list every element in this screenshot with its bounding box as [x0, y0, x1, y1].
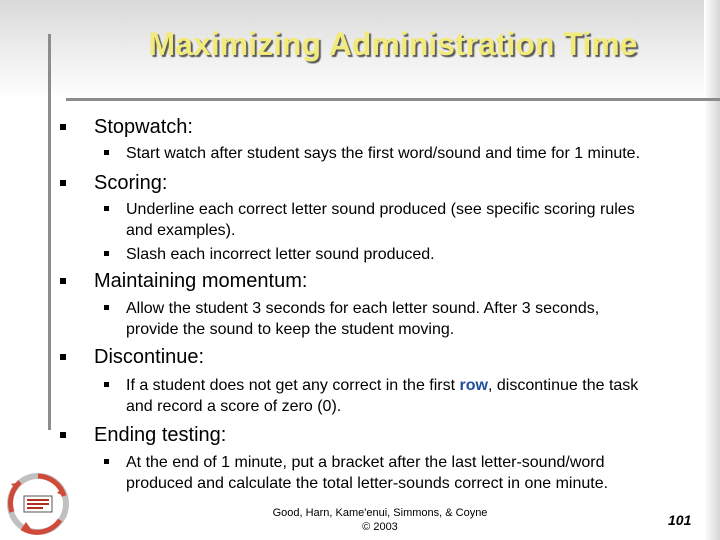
- footer-authors: Good, Harn, Kame'enui, Simmons, & Coyne: [272, 507, 488, 519]
- sub-bullet-text: Allow the student 3 seconds for each letter sound. After 3 seconds,: [126, 300, 600, 317]
- footer-copyright: © 2003: [362, 521, 398, 533]
- sub-bullet-text: Slash each incorrect letter sound produced.: [126, 246, 435, 263]
- vertical-rule: [48, 34, 51, 430]
- bullet-heading: Stopwatch:: [94, 116, 193, 138]
- sub-bullet-text: and record a score of zero (0).: [126, 398, 342, 415]
- sub-bullet-text-part: If a student does not get any correct in the first: [126, 377, 460, 394]
- sub-bullet-text: provide the sound to keep the student moving.: [126, 321, 455, 338]
- bullet-heading: Scoring:: [94, 172, 168, 194]
- square-bullet-icon: [104, 459, 109, 464]
- page-number: 101: [668, 512, 692, 528]
- sub-bullet-text: produced and calculate the total letter-sounds correct in one minute.: [126, 475, 609, 492]
- square-bullet-icon: [104, 206, 109, 211]
- square-bullet-icon: [60, 124, 66, 130]
- right-edge-shade: [704, 0, 720, 540]
- square-bullet-icon: [104, 305, 109, 310]
- square-bullet-icon: [60, 432, 66, 438]
- square-bullet-icon: [104, 150, 109, 155]
- cycle-logo-icon: [2, 468, 74, 540]
- square-bullet-icon: [60, 278, 66, 284]
- footer-credit: [230, 506, 530, 534]
- slide-title: Maximizing Administration Time: [148, 26, 638, 62]
- sub-bullet-text: Underline each correct letter sound produced (see specific scoring rules: [126, 201, 635, 218]
- square-bullet-icon: [104, 382, 109, 387]
- sub-bullet-text: [126, 375, 638, 396]
- highlighted-word: row: [459, 377, 488, 394]
- sub-bullet-text-part: , discontinue the task: [487, 377, 639, 394]
- square-bullet-icon: [104, 251, 109, 256]
- bullet-heading: Maintaining momentum:: [94, 270, 308, 292]
- square-bullet-icon: [60, 180, 66, 186]
- horizontal-rule: [66, 98, 720, 101]
- square-bullet-icon: [60, 354, 66, 360]
- bullet-heading: Ending testing:: [94, 424, 227, 446]
- sub-bullet-text: At the end of 1 minute, put a bracket after the last letter-sound/word: [126, 454, 605, 471]
- sub-bullet-text: Start watch after student says the first word/sound and time for 1 minute.: [126, 145, 641, 162]
- bullet-heading: Discontinue:: [94, 346, 205, 368]
- sub-bullet-text: and examples).: [126, 222, 236, 239]
